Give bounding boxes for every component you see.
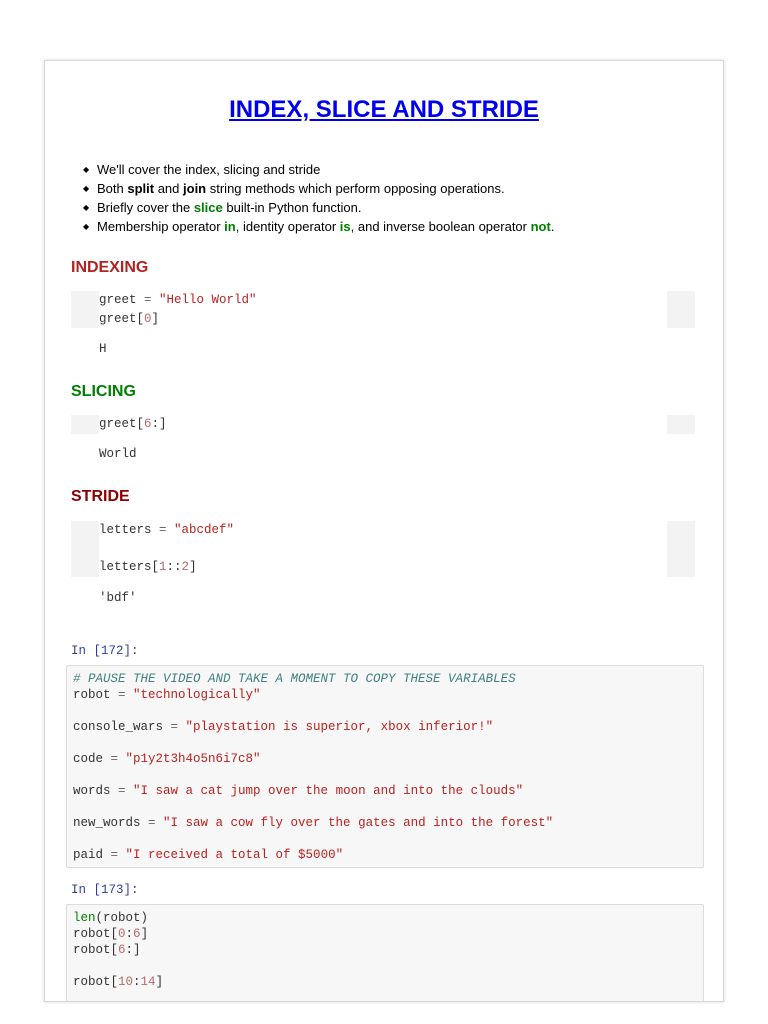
output-indexing: H: [99, 342, 107, 356]
intro-item: ◆ Membership operator in, identity operator is, and inverse boolean operator not.: [97, 217, 554, 236]
code-lines: greet[6:]: [99, 417, 167, 431]
page-title[interactable]: INDEX, SLICE AND STRIDE: [229, 96, 539, 123]
section-heading-stride: STRIDE: [71, 488, 130, 505]
keyword-is: is: [339, 219, 351, 234]
section-heading-slicing: SLICING: [71, 383, 136, 400]
cell-code: # PAUSE THE VIDEO AND TAKE A MOMENT TO COPY THESE VARIABLES robot = "technologically" console_wars = "playstation is superior, xbox inferior!" code = "p1y2t3h4o5n6i7c8" words = "I saw a cat jump over the moon and into the clouds" new_words = "I saw a cow fly over the gates and into the forest" paid = "I received a total of $5000": [73, 672, 554, 862]
keyword-in: in: [224, 219, 236, 234]
keyword-join: join: [183, 181, 207, 196]
intro-list: [71, 160, 554, 236]
cell-prompt-173: In [173]:: [71, 883, 139, 897]
code-cell-172[interactable]: [66, 665, 704, 868]
output-slicing: World: [99, 447, 137, 461]
code-block-slicing[interactable]: [71, 415, 695, 434]
code-block-stride[interactable]: [71, 521, 695, 577]
code-lines: greet = "Hello World" greet[0]: [99, 293, 257, 326]
code-lines: letters = "abcdef" letters[1::2]: [99, 523, 235, 574]
intro-item: ◆ Both split and join string methods which perform opposing operations.: [97, 179, 554, 198]
code-comment: # PAUSE THE VIDEO AND TAKE A MOMENT TO COPY THESE VARIABLES: [73, 672, 516, 686]
keyword-split: split: [127, 181, 155, 196]
notebook-page: [44, 60, 724, 1002]
keyword-not: not: [530, 219, 551, 234]
output-stride: 'bdf': [99, 591, 137, 605]
keyword-slice: slice: [193, 200, 223, 215]
cell-prompt-172: In [172]:: [71, 644, 139, 658]
intro-item: ◆ Briefly cover the slice built-in Python function.: [97, 198, 554, 217]
section-heading-indexing: INDEXING: [71, 259, 149, 276]
code-cell-173[interactable]: [66, 904, 704, 1002]
cell-code: len(robot) robot[0:6] robot[6:] robot[10:14]: [73, 911, 164, 989]
intro-item: ◆ We'll cover the index, slicing and stride: [97, 160, 554, 179]
code-block-indexing[interactable]: [71, 291, 695, 328]
